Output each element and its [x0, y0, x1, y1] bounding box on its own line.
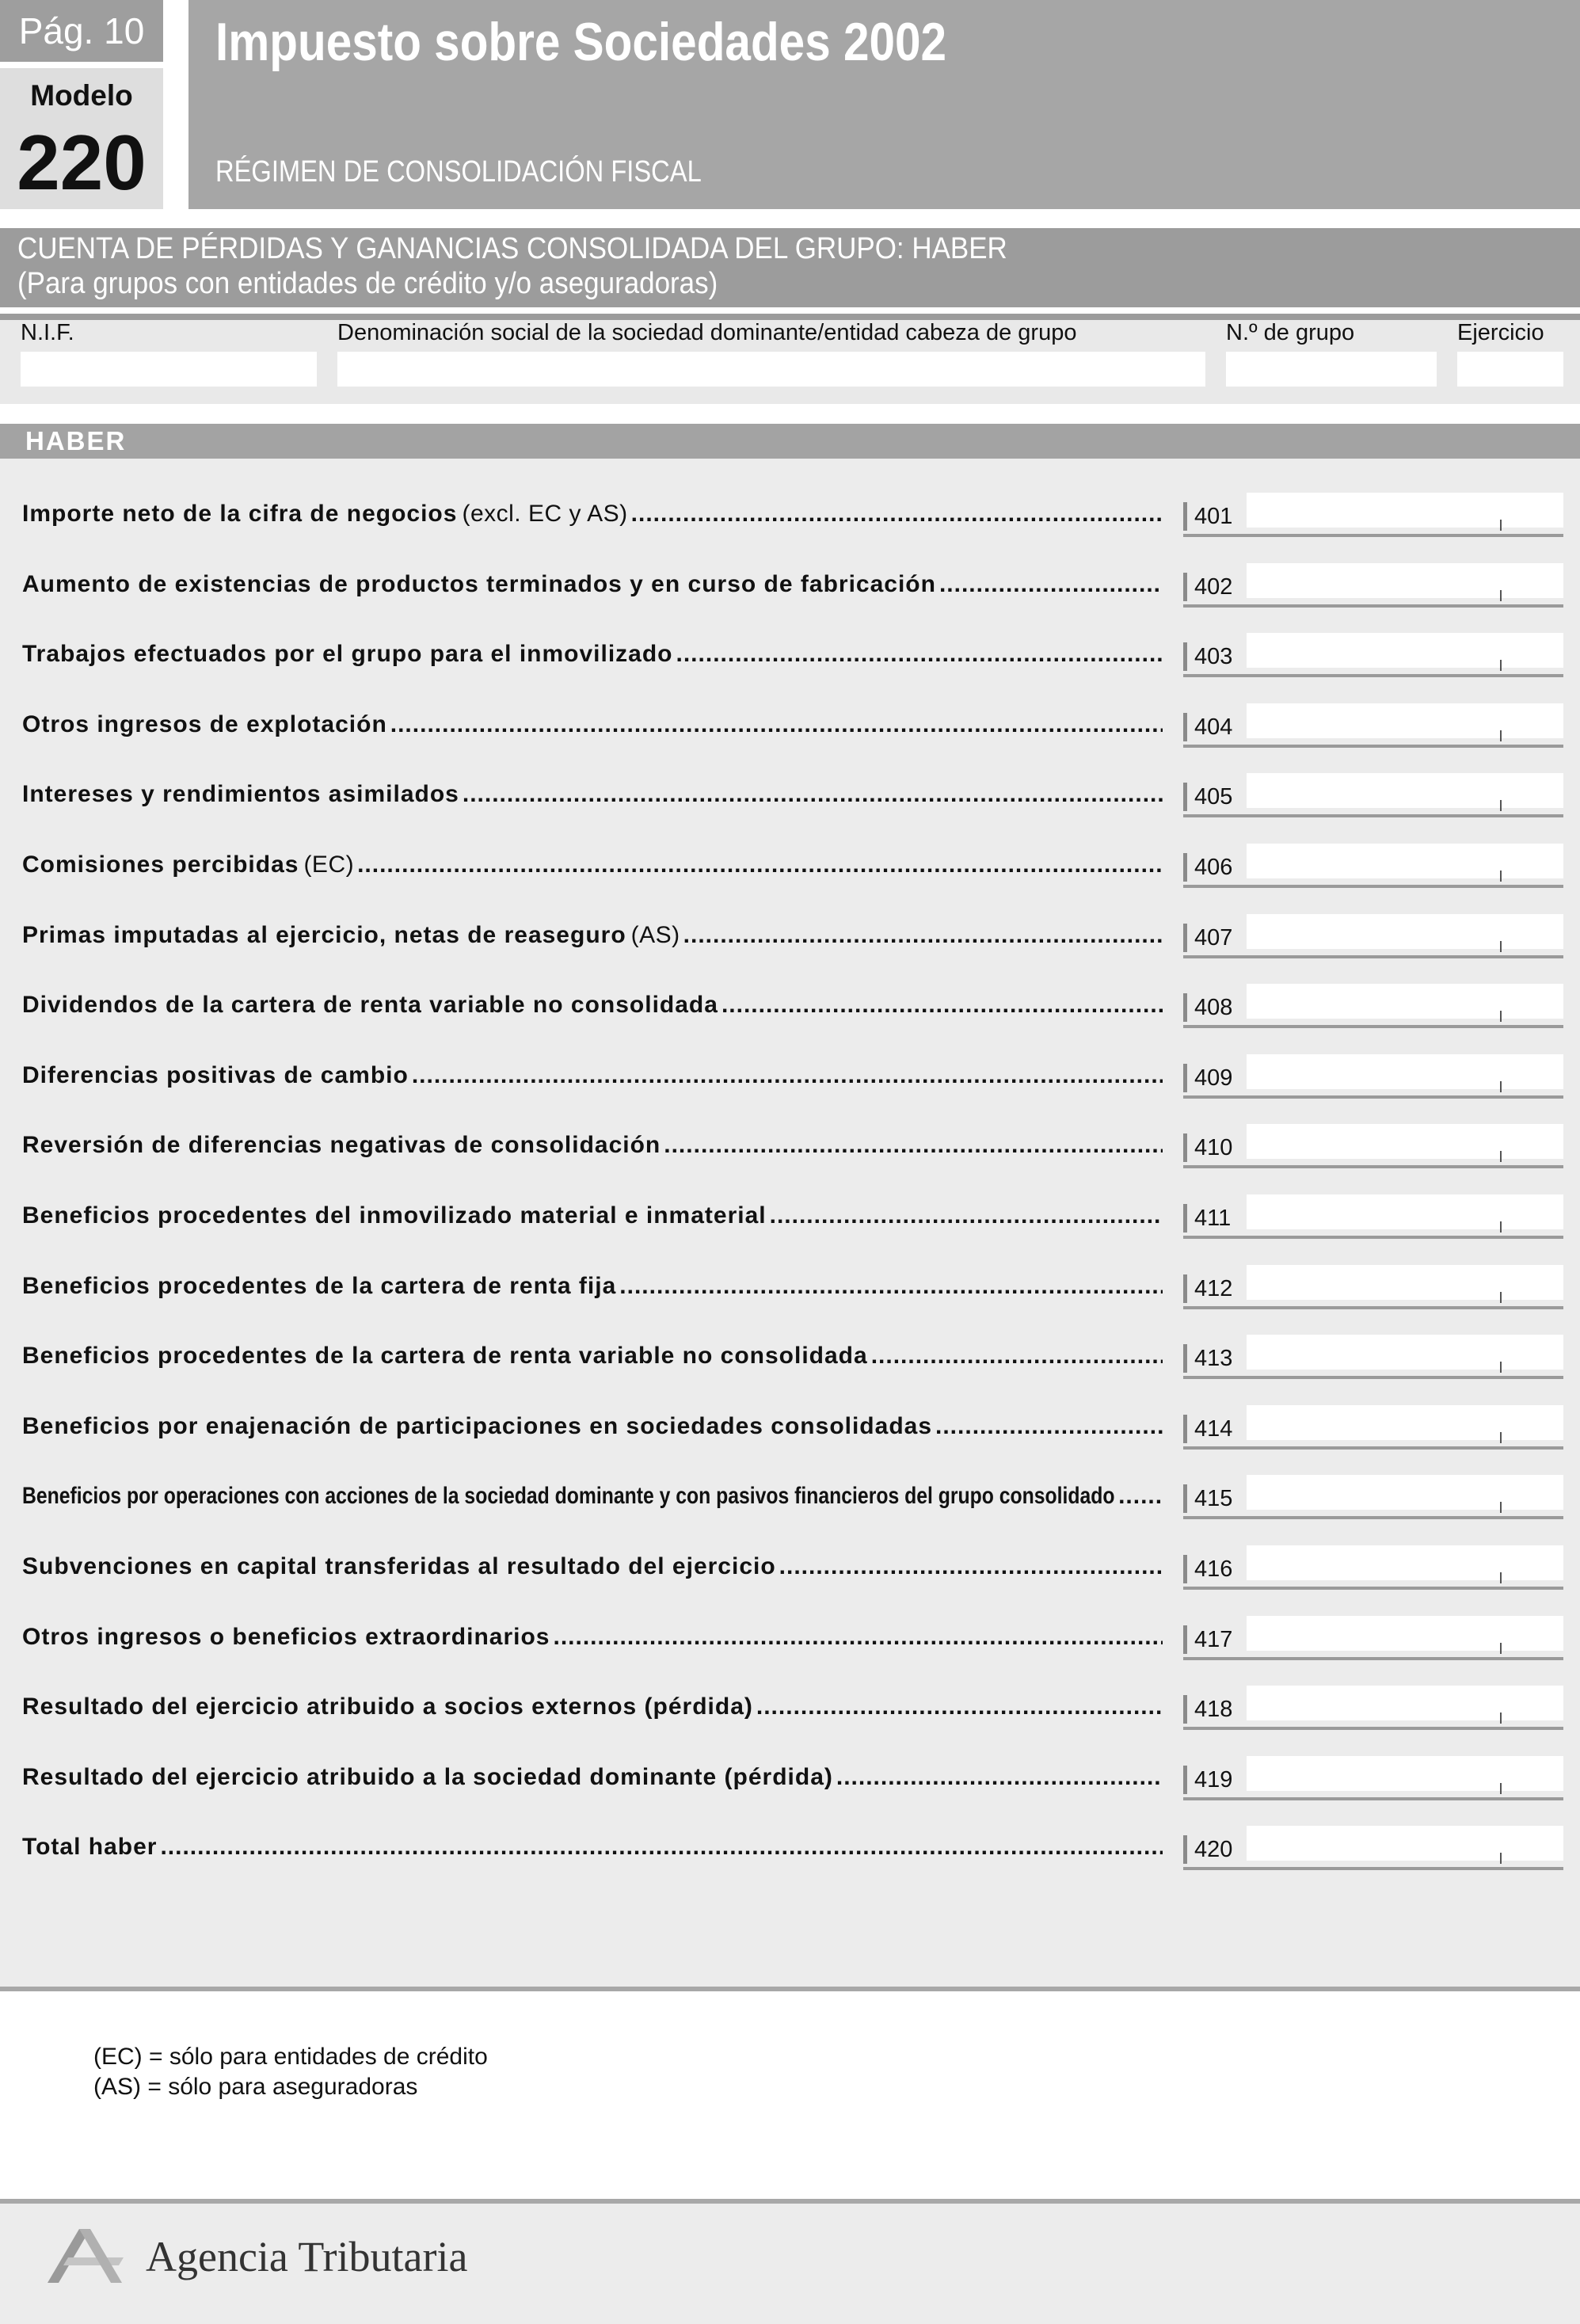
amount-field[interactable]: [1247, 1124, 1563, 1159]
box-code: 414: [1194, 1416, 1233, 1442]
code-marker: [1183, 1415, 1187, 1443]
code-marker: [1183, 993, 1187, 1022]
code-marker: [1183, 1766, 1187, 1794]
decimal-tick: [1500, 1151, 1502, 1162]
decimal-tick: [1500, 1713, 1502, 1724]
dot-leader: [160, 1834, 1163, 1861]
line-label-418: [22, 1693, 1163, 1725]
line-text: Primas imputadas al ejercicio, netas de reaseguro: [22, 922, 626, 948]
code-marker: [1183, 1133, 1187, 1162]
line-label-405: [22, 781, 1163, 813]
dot-leader: [939, 571, 1163, 598]
dot-leader: [935, 1413, 1163, 1440]
amount-field[interactable]: [1247, 633, 1563, 668]
amount-field[interactable]: [1247, 1616, 1563, 1651]
field-underline: [1183, 1587, 1563, 1590]
decimal-tick: [1500, 1783, 1502, 1794]
field-underline: [1183, 885, 1563, 888]
line-suffix: (excl. EC y AS): [462, 501, 628, 527]
line-text: Total haber: [22, 1834, 158, 1860]
line-label-414: [22, 1413, 1163, 1445]
code-box-404: [1183, 713, 1567, 751]
code-box-417: [1183, 1625, 1567, 1663]
dot-leader: [721, 992, 1163, 1019]
denominacion-label: Denominación social de la sociedad dominante/entidad cabeza de grupo: [337, 320, 1077, 345]
code-box-403: [1183, 642, 1567, 680]
code-box-402: [1183, 573, 1567, 611]
decimal-tick: [1500, 1853, 1502, 1864]
box-code: 419: [1194, 1767, 1233, 1793]
line-text: Subvenciones en capital transferidas al resultado del ejercicio: [22, 1553, 776, 1579]
amount-field[interactable]: [1247, 914, 1563, 949]
dot-leader: [664, 1132, 1163, 1159]
amount-field[interactable]: [1247, 1335, 1563, 1370]
dot-leader: [619, 1273, 1163, 1300]
line-label-413: [22, 1343, 1163, 1374]
code-marker: [1183, 1344, 1187, 1373]
amount-field[interactable]: [1247, 563, 1563, 598]
line-label-415: [22, 1483, 1163, 1514]
box-code: 406: [1194, 855, 1233, 880]
amount-field[interactable]: [1247, 493, 1563, 528]
amount-field[interactable]: [1247, 1194, 1563, 1229]
decimal-tick: [1500, 1432, 1502, 1443]
field-underline: [1183, 745, 1563, 748]
nif-field[interactable]: [21, 352, 317, 387]
line-label-401: [22, 501, 1163, 532]
box-code: 413: [1194, 1346, 1233, 1371]
field-underline: [1183, 674, 1563, 677]
line-text: Comisiones percibidas: [22, 851, 299, 878]
decimal-tick: [1500, 590, 1502, 601]
code-marker: [1183, 1555, 1187, 1583]
decimal-tick: [1500, 1572, 1502, 1583]
field-underline: [1183, 1516, 1563, 1519]
amount-field[interactable]: [1247, 1475, 1563, 1510]
field-underline: [1183, 604, 1563, 608]
dot-leader: [357, 851, 1163, 878]
grupo-field[interactable]: [1226, 352, 1437, 387]
amount-field[interactable]: [1247, 773, 1563, 808]
code-box-412: [1183, 1274, 1567, 1312]
code-box-408: [1183, 993, 1567, 1031]
box-code: 408: [1194, 995, 1233, 1020]
page-number: Pág. 10: [18, 10, 145, 51]
amount-field[interactable]: [1247, 844, 1563, 878]
code-marker: [1183, 642, 1187, 671]
code-box-415: [1183, 1484, 1567, 1522]
dot-leader: [631, 501, 1163, 528]
line-text: Beneficios procedentes de la cartera de renta variable no consolidada: [22, 1343, 868, 1369]
field-underline: [1183, 1165, 1563, 1168]
dot-leader: [683, 922, 1163, 949]
decimal-tick: [1500, 520, 1502, 531]
haber-heading: HABER: [25, 426, 127, 455]
dot-leader: [1118, 1483, 1163, 1510]
line-label-402: [22, 571, 1163, 603]
field-underline: [1183, 1797, 1563, 1800]
field-underline: [1183, 1236, 1563, 1239]
code-marker: [1183, 783, 1187, 811]
amount-field[interactable]: [1247, 703, 1563, 738]
amount-field[interactable]: [1247, 1265, 1563, 1300]
code-box-420: [1183, 1835, 1567, 1873]
decimal-tick: [1500, 1081, 1502, 1092]
field-underline: [1183, 534, 1563, 537]
section-title: CUENTA DE PÉRDIDAS Y GANANCIAS CONSOLIDADA DEL GRUPO: HABER: [17, 232, 1007, 265]
decimal-tick: [1500, 871, 1502, 882]
code-marker: [1183, 1064, 1187, 1092]
amount-field[interactable]: [1247, 1405, 1563, 1440]
field-underline: [1183, 1446, 1563, 1450]
modelo-label: Modelo: [30, 79, 133, 112]
line-label-411: [22, 1202, 1163, 1234]
ejercicio-field[interactable]: [1457, 352, 1563, 387]
amount-field[interactable]: [1247, 1756, 1563, 1791]
dot-leader: [770, 1202, 1163, 1229]
box-code: 412: [1194, 1276, 1233, 1301]
dot-leader: [554, 1624, 1163, 1651]
code-marker: [1183, 713, 1187, 741]
modelo-number: 220: [17, 119, 147, 206]
code-box-416: [1183, 1555, 1567, 1593]
code-box-407: [1183, 924, 1567, 962]
line-label-416: [22, 1553, 1163, 1585]
line-text: Beneficios por enajenación de participaciones en sociedades consolidadas: [22, 1413, 933, 1439]
field-underline: [1183, 1095, 1563, 1099]
dot-leader: [779, 1553, 1163, 1580]
line-text: Diferencias positivas de cambio: [22, 1062, 409, 1088]
box-code: 401: [1194, 504, 1233, 529]
line-label-410: [22, 1132, 1163, 1164]
code-marker: [1183, 502, 1187, 531]
denominacion-field[interactable]: [337, 352, 1205, 387]
grupo-label: N.º de grupo: [1226, 320, 1355, 345]
note-ec: (EC) = sólo para entidades de crédito: [93, 2044, 488, 2070]
field-underline: [1183, 1727, 1563, 1730]
nif-label: N.I.F.: [21, 320, 74, 345]
box-code: 403: [1194, 644, 1233, 669]
box-code: 410: [1194, 1135, 1233, 1160]
line-text: Dividendos de la cartera de renta variable no consolidada: [22, 992, 718, 1018]
code-marker: [1183, 924, 1187, 952]
line-text: Otros ingresos o beneficios extraordinarios: [22, 1624, 550, 1650]
agency-name: Agencia Tributaria: [146, 2233, 468, 2280]
line-label-404: [22, 711, 1163, 743]
dot-leader: [756, 1693, 1163, 1720]
line-suffix: (AS): [630, 922, 680, 948]
line-label-407: [22, 922, 1163, 954]
code-marker: [1183, 1695, 1187, 1724]
decimal-tick: [1500, 1502, 1502, 1513]
amount-field[interactable]: [1247, 984, 1563, 1019]
code-marker: [1183, 1484, 1187, 1513]
box-code: 418: [1194, 1697, 1233, 1722]
box-code: 407: [1194, 925, 1233, 951]
decimal-tick: [1500, 1221, 1502, 1232]
box-code: 415: [1194, 1486, 1233, 1511]
decimal-tick: [1500, 730, 1502, 741]
code-marker: [1183, 573, 1187, 601]
code-box-406: [1183, 853, 1567, 891]
line-label-412: [22, 1273, 1163, 1305]
box-code: 417: [1194, 1627, 1233, 1652]
decimal-tick: [1500, 1643, 1502, 1654]
box-code: 416: [1194, 1556, 1233, 1582]
dot-leader: [836, 1764, 1163, 1791]
line-text: Beneficios procedentes del inmovilizado material e inmaterial: [22, 1202, 767, 1229]
dot-leader: [412, 1062, 1163, 1089]
agencia-tributaria-logo-icon: [44, 2226, 127, 2293]
decimal-tick: [1500, 1011, 1502, 1022]
code-box-405: [1183, 783, 1567, 821]
line-text: Resultado del ejercicio atribuido a la sociedad dominante (pérdida): [22, 1764, 833, 1790]
dot-leader: [676, 641, 1163, 668]
line-label-406: [22, 851, 1163, 883]
section-subtitle: (Para grupos con entidades de crédito y/o aseguradoras): [17, 267, 718, 300]
code-marker: [1183, 853, 1187, 882]
field-underline: [1183, 1376, 1563, 1379]
decimal-tick: [1500, 1362, 1502, 1373]
box-code: 402: [1194, 574, 1233, 600]
field-underline: [1183, 955, 1563, 958]
decimal-tick: [1500, 660, 1502, 671]
field-underline: [1183, 1867, 1563, 1870]
field-underline: [1183, 1306, 1563, 1309]
line-label-408: [22, 992, 1163, 1023]
line-text: Reversión de diferencias negativas de consolidación: [22, 1132, 661, 1158]
code-marker: [1183, 1204, 1187, 1232]
amount-field[interactable]: [1247, 1686, 1563, 1720]
dot-leader: [390, 711, 1163, 738]
line-label-403: [22, 641, 1163, 672]
field-underline: [1183, 1025, 1563, 1028]
line-label-417: [22, 1624, 1163, 1655]
note-as: (AS) = sólo para aseguradoras: [93, 2074, 418, 2100]
line-label-419: [22, 1764, 1163, 1796]
line-text: Aumento de existencias de productos terminados y en curso de fabricación: [22, 571, 936, 597]
line-text: Beneficios por operaciones con acciones de la sociedad dominante y con pasivos financieros del grupo consolidado: [22, 1483, 1115, 1509]
line-text: Trabajos efectuados por el grupo para el inmovilizado: [22, 641, 673, 667]
code-marker: [1183, 1625, 1187, 1654]
box-code: 405: [1194, 784, 1233, 810]
code-marker: [1183, 1835, 1187, 1864]
code-box-410: [1183, 1133, 1567, 1172]
amount-field[interactable]: [1247, 1826, 1563, 1861]
code-box-419: [1183, 1766, 1567, 1804]
dot-leader: [871, 1343, 1163, 1370]
line-suffix: (EC): [303, 851, 355, 878]
form-subtitle: RÉGIMEN DE CONSOLIDACIÓN FISCAL: [215, 155, 702, 189]
code-box-409: [1183, 1064, 1567, 1102]
amount-field[interactable]: [1247, 1054, 1563, 1089]
ejercicio-label: Ejercicio: [1457, 320, 1544, 345]
decimal-tick: [1500, 1292, 1502, 1303]
decimal-tick: [1500, 800, 1502, 811]
form-title: Impuesto sobre Sociedades 2002: [215, 12, 947, 72]
field-underline: [1183, 814, 1563, 817]
field-underline: [1183, 1657, 1563, 1660]
amount-field[interactable]: [1247, 1545, 1563, 1580]
code-box-401: [1183, 502, 1567, 540]
code-marker: [1183, 1274, 1187, 1303]
line-text: Intereses y rendimientos asimilados: [22, 781, 459, 807]
code-box-413: [1183, 1344, 1567, 1382]
code-box-411: [1183, 1204, 1567, 1242]
code-box-414: [1183, 1415, 1567, 1453]
line-text: Beneficios procedentes de la cartera de renta fija: [22, 1273, 617, 1299]
line-text: Otros ingresos de explotación: [22, 711, 387, 737]
line-text: Importe neto de la cifra de negocios: [22, 501, 458, 527]
box-code: 404: [1194, 714, 1233, 740]
line-text: Resultado del ejercicio atribuido a socios externos (pérdida): [22, 1693, 753, 1720]
decimal-tick: [1500, 941, 1502, 952]
code-box-418: [1183, 1695, 1567, 1733]
haber-band: [0, 424, 1580, 459]
box-code: 411: [1194, 1206, 1232, 1231]
line-label-420: [22, 1834, 1163, 1865]
line-label-409: [22, 1062, 1163, 1094]
box-code: 409: [1194, 1065, 1233, 1091]
box-code: 420: [1194, 1837, 1233, 1862]
dot-leader: [463, 781, 1163, 808]
